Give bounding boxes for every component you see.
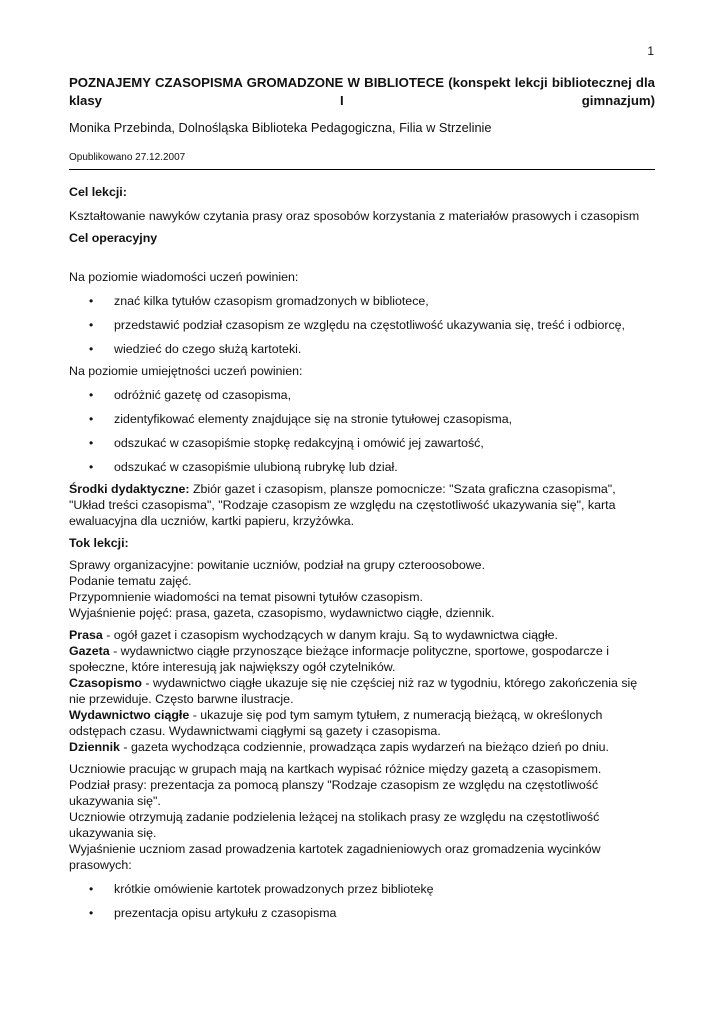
wiadomosci-list bbox=[69, 293, 655, 357]
srodki-dydaktyczne bbox=[69, 481, 655, 529]
cel-lekcji-heading: Cel lekcji: bbox=[69, 185, 127, 199]
cel-operacyjny-heading: Cel operacyjny bbox=[69, 231, 158, 245]
page-title: POZNAJEMY CZASOPISMA GROMADZONE W BIBLIOTECE (konspekt lekcji bibliotecznej dla klasy I gimnazjum) bbox=[69, 75, 655, 108]
activity-line: Wyjaśnienie uczniom zasad prowadzenia kartotek zagadnieniowych oraz gromadzenia wycinków prasowych: bbox=[69, 842, 601, 872]
definition-term: Dziennik bbox=[69, 740, 120, 754]
definition-text: - ukazuje się pod tym samym tytułem, z numeracją bieżącą, w określonych odstępach czasu. Wydawnictwami ciągłymi są gazety i czasopisma. bbox=[69, 708, 603, 738]
definition-text: - gazeta wychodząca codziennie, prowadząca zapis wydarzeń na bieżąco dzień po dniu. bbox=[119, 740, 609, 754]
definition-czasopismo bbox=[69, 675, 655, 707]
definition-term: Prasa bbox=[69, 628, 103, 642]
umiejetnosci-list bbox=[69, 387, 655, 475]
definition-text: - wydawnictwo ciągłe przynoszące bieżące informacje polityczne, sportowe, gospodarcze i społeczne, które interesują jak największy ogół czytelników. bbox=[69, 644, 609, 674]
definition-term: Gazeta bbox=[69, 644, 110, 658]
wiadomosci-intro: Na poziomie wiadomości uczeń powinien: bbox=[69, 270, 299, 284]
activity-line: Uczniowie otrzymują zadanie podzielenia leżącej na stolikach prasy ze względu na częstotliwość ukazywania się. bbox=[69, 810, 600, 840]
definition-text: - ogół gazet i czasopism wychodzących w danym kraju. Są to wydawnictwa ciągłe. bbox=[102, 628, 558, 642]
tok-line: Sprawy organizacyjne: powitanie uczniów, podział na grupy czteroosobowe. bbox=[69, 558, 486, 572]
definition-term: Czasopismo bbox=[69, 676, 142, 690]
author-line: Monika Przebinda, Dolnośląska Biblioteka Pedagogiczna, Filia w Strzelinie bbox=[69, 120, 492, 135]
list-item: • przedstawić podział czasopism ze względu na częstotliwość ukazywania się, treść i odbiorcę, bbox=[69, 317, 655, 333]
list-item: • znać kilka tytułów czasopism gromadzonych w bibliotece, bbox=[69, 293, 655, 309]
document-body bbox=[69, 74, 655, 921]
list-item: • wiedzieć do czego służą kartoteki. bbox=[69, 341, 655, 357]
srodki-label: Środki dydaktyczne: bbox=[69, 482, 190, 496]
list-item: • prezentacja opisu artykułu z czasopisma bbox=[69, 905, 655, 921]
activity-line: Podział prasy: prezentacja za pomocą planszy "Rodzaje czasopism ze względu na częstotliwość ukazywania się". bbox=[69, 778, 599, 808]
umiejetnosci-intro: Na poziomie umiejętności uczeń powinien: bbox=[69, 364, 303, 378]
activity-line: Uczniowie pracując w grupach mają na kartkach wypisać różnice między gazetą a czasopismem. bbox=[69, 762, 602, 776]
tok-line: Wyjaśnienie pojęć: prasa, gazeta, czasopismo, wydawnictwo ciągłe, dziennik. bbox=[69, 606, 495, 620]
list-item: • zidentyfikować elementy znajdujące się na stronie tytułowej czasopisma, bbox=[69, 411, 655, 427]
definition-gazeta bbox=[69, 643, 655, 675]
list-item: • odróżnić gazetę od czasopisma, bbox=[69, 387, 655, 403]
definition-wydawnictwo-ciagle bbox=[69, 707, 655, 739]
tok-lekcji-heading: Tok lekcji: bbox=[69, 536, 129, 550]
definition-term: Wydawnictwo ciągłe bbox=[69, 708, 190, 722]
activities-block bbox=[69, 761, 655, 873]
definition-text: - wydawnictwo ciągłe ukazuje się nie częściej niż raz w tygodniu, którego zakończenia się nie przewiduje. Często barwne ilustracje. bbox=[69, 676, 638, 706]
list-item: • odszukać w czasopiśmie stopkę redakcyjną i omówić jej zawartość, bbox=[69, 435, 655, 451]
definition-dziennik bbox=[69, 739, 655, 755]
srodki-text: Zbiór gazet i czasopism, plansze pomocnicze: "Szata graficzna czasopisma", "Układ treści czasopisma", "Rodzaje czasopism ze względu na częstotliwość ukazywania się", karta ewaluacyjna dla uczniów, kartki papieru, krzyżówka. bbox=[69, 482, 616, 528]
title-block bbox=[69, 74, 655, 110]
page-number: 1 bbox=[647, 44, 654, 58]
tok-line: Podanie tematu zajęć. bbox=[69, 574, 192, 588]
definition-prasa bbox=[69, 627, 655, 643]
final-list bbox=[69, 881, 655, 921]
definitions-block bbox=[69, 627, 655, 755]
list-item: • odszukać w czasopiśmie ulubioną rubrykę lub dział. bbox=[69, 459, 655, 475]
publication-date: Opublikowano 27.12.2007 bbox=[69, 150, 655, 170]
cel-lekcji-text: Kształtowanie nawyków czytania prasy oraz sposobów korzystania z materiałów prasowych i czasopism bbox=[69, 209, 640, 223]
tok-intro-block bbox=[69, 557, 655, 621]
tok-line: Przypomnienie wiadomości na temat pisowni tytułów czasopism. bbox=[69, 590, 423, 604]
list-item: • krótkie omówienie kartotek prowadzonych przez bibliotekę bbox=[69, 881, 655, 897]
